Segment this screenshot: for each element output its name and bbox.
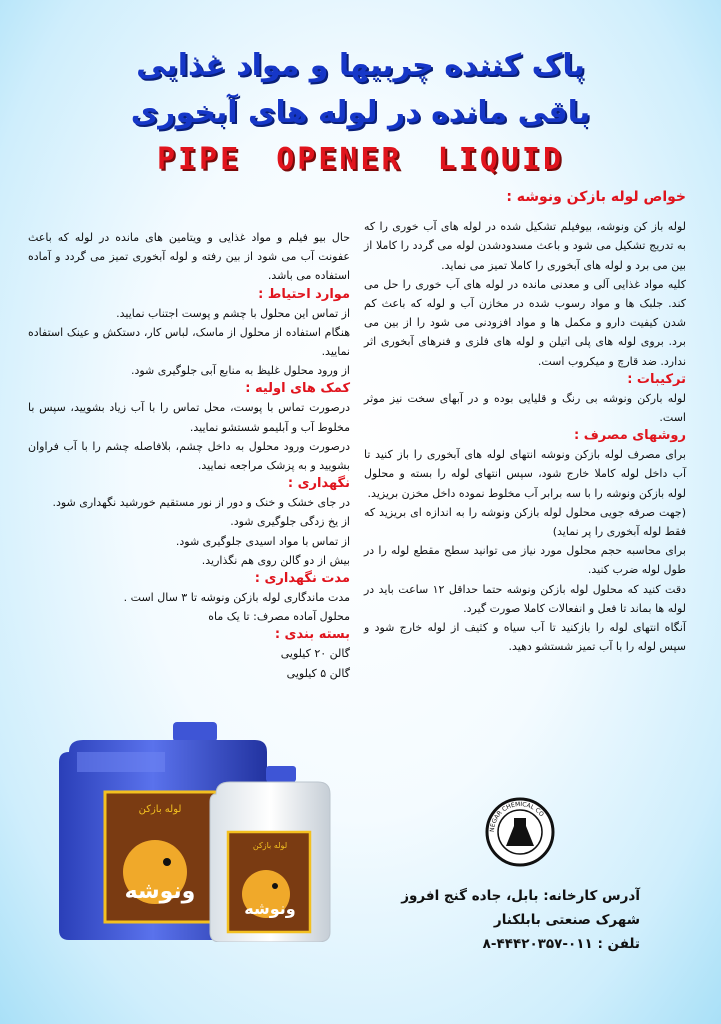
address-line-1: آدرس کارخانه: بابل، جاده گنج افروز <box>401 888 640 904</box>
phone-number: ۰۱۱-۴۴۴۲۰۳۵۷-۸ <box>482 936 593 952</box>
right-column <box>364 188 686 656</box>
factory-address <box>360 884 640 956</box>
usage-paragraph-2: (جهت صرفه جویی محلول لوله بازکن ونوشه را به اندازه ای بریزید که فقط لوله آبخوری را پر نماید) <box>364 505 686 539</box>
packaging-line-2: گالن ۵ کیلویی <box>286 666 350 680</box>
large-jug-brand: ونوشه <box>124 879 196 904</box>
shelf-life-line-1: مدت ماندگاری لوله بازکن ونوشه تا ۳ سال است . <box>123 591 350 605</box>
title-line-3: PIPE OPENER LIQUID <box>156 142 565 177</box>
storage-line-4: بیش از دو گالن روی هم نگذارید. <box>201 553 350 567</box>
properties-paragraph-2: کلیه مواد غذایی آلی و معدنی مانده در لوله های آب خوری را حل می کند. جلبک ها و مواد رسوب شده در مخازن آب و لوله که باعث کم شدن کیفیت دارو و مکمل ها و مواد افزودنی می شود را از بین می برد. بروی لوله های پلی اتیلن و لوله های فلزی و فنرهای آبخوری اثر ندارد. ضد قارچ و میکروب است. <box>364 277 686 368</box>
composition-text: لوله بارکن ونوشه بی رنگ و قلیایی بوده و در آبهای سخت نیز موثر است. <box>364 391 686 425</box>
packaging-line-1: گالن ۲۰ کیلویی <box>280 647 350 661</box>
caution-heading: موارد احتیاط : <box>258 286 350 302</box>
caution-line-1: از تماس این محلول با چشم و پوست اجتناب نمایید. <box>116 306 350 320</box>
caution-line-2: هنگام استفاده از محلول از ماسک، لباس کار، دستکش و عینک استفاده نمایید. <box>28 325 350 359</box>
storage-line-3: از تماس با مواد اسیدی جلوگیری شود. <box>175 534 350 548</box>
shelf-life-heading: مدت نگهداری : <box>254 571 350 587</box>
first-aid-line-2: درصورت ورود محلول به داخل چشم، بلافاصله چشم را با آب فراوان بشویید و به پزشک مراجعه نمایید. <box>28 439 350 473</box>
properties-heading: خواص لوله بازکن ونوشه : <box>506 189 686 205</box>
usage-heading: روشهای مصرف : <box>573 428 686 444</box>
usage-paragraph-3: برای محاسبه حجم محلول مورد نیاز می توانید سطح مقطع لوله را در طول لوله ضرب کنید. <box>364 544 686 577</box>
left-column <box>28 228 350 683</box>
composition-heading: ترکیبات : <box>627 371 686 387</box>
usage-paragraph-4: دقت کنید که محلول لوله بازکن ونوشه حتما حداقل ۱۲ ساعت باید در لوله ها بماند تا فعل و انفعالات کاملا صورت گیرد. <box>364 582 687 615</box>
storage-line-1: در جای خشک و خنک و دور از نور مستقیم خورشید نگهداری شود. <box>52 496 350 510</box>
small-jug-cap <box>266 766 296 782</box>
small-jug-brand: ونوشه <box>244 899 296 918</box>
small-white-jug-image <box>206 766 336 942</box>
address-line-2: شهرک صنعتی بابلکنار <box>493 912 640 928</box>
large-jug-label-top: لوله بازکن <box>138 804 182 815</box>
caution-line-3: از ورود محلول غلیظ به منابع آبی جلوگیری شود. <box>130 364 350 378</box>
storage-heading: نگهداری : <box>287 476 350 492</box>
storage-line-2: از یخ زدگی جلوگیری شود. <box>230 515 350 529</box>
phone-label: تلفن : <box>597 936 640 952</box>
title-line-1: پاک کننده چربیها و مواد غذایی <box>136 48 585 83</box>
large-jug-cap <box>173 722 217 742</box>
small-jug-label-top: لوله بازکن <box>252 841 288 850</box>
phone-line <box>360 932 640 956</box>
usage-paragraph-1: برای مصرف لوله بازکن ونوشه انتهای لوله های آبخوری را باز کنید تا آب داخل لوله کاملا خارج شود، سپس انتهای لوله را بسته و محلول لوله بازکن ونوشه را با سه برابر آب مخلوط نموده داخل مخزن بریزید. <box>364 448 686 500</box>
usage-paragraph-5: آنگاه انتهای لوله را بازکنید تا آب سیاه و کثیف از لوله خارج شود و سپس لوله را با آب تمیز شستشو دهید. <box>364 621 686 654</box>
properties-paragraph-1: لوله باز کن ونوشه، بیوفیلم تشکیل شده در لوله های آب خوری را که به تدریج تشکیل می شود و باعث مسدودشدن لوله می گردد را کاملا از بین می برد و لوله های آبخوری را کاملا تمیز می نماید. <box>364 220 686 272</box>
packaging-heading: بسته بندی : <box>274 627 350 643</box>
large-jug-handle <box>77 752 165 772</box>
first-aid-heading: کمک های اولیه : <box>245 381 350 397</box>
intro-paragraph: حال بیو فیلم و مواد غذایی و ویتامین های مانده در لوله که باعث عفونت آب می شود از بین رفته و لوله آبخوری تمیز می گردد و آماده استفاده می باشد. <box>28 231 350 283</box>
title-line-2: باقی مانده در لوله های آبخوری <box>130 95 591 130</box>
shelf-life-line-2: محلول آماده مصرف: تا یک ماه <box>208 610 350 624</box>
logo-text: NEGAR CHEMICAL CO <box>488 800 546 833</box>
first-aid-line-1: درصورت تماس با پوست، محل تماس را با آب زیاد بشویید، سپس با مخلوط آب و آبلیمو شستشو نمایید. <box>28 401 350 434</box>
negar-chemical-logo <box>484 796 556 868</box>
